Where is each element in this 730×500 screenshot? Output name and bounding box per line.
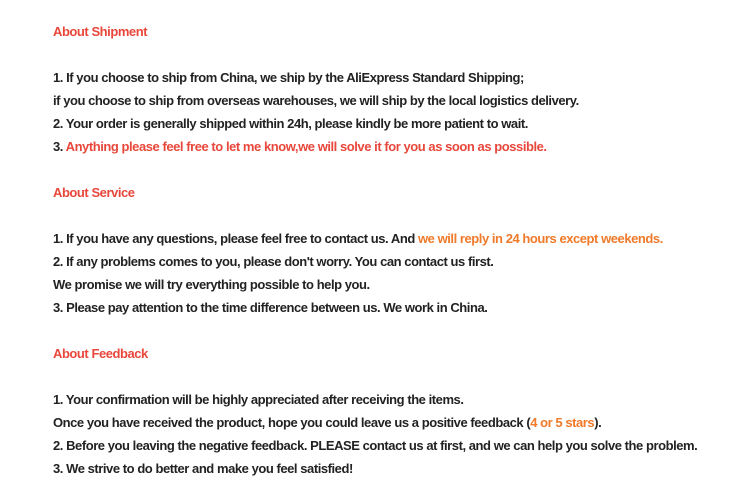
feedback-line-2-prefix: Once you have received the product, hope you could leave us a positive feedback ( [53,415,531,430]
shipment-line-4-prefix: 3. [53,139,66,154]
feedback-line-2-suffix: ). [594,415,602,430]
service-line-2: 2. If any problems comes to you, please don't worry. You can contact us first. [53,254,494,269]
feedback-line-2 [53,411,725,434]
shipment-heading: About Shipment [53,24,148,39]
shipment-line-2: if you choose to ship from overseas warehouses, we will ship by the local logistics delivery. [53,93,579,108]
service-line-1 [53,227,725,250]
feedback-section [53,342,725,480]
policy-document [53,20,725,480]
service-line-3: We promise we will try everything possible to help you. [53,277,370,292]
service-section [53,181,725,319]
feedback-line-4: 3. We strive to do better and make you feel satisfied! [53,461,353,476]
shipment-line-1: 1. If you choose to ship from China, we ship by the AliExpress Standard Shipping; [53,70,524,85]
feedback-line-1: 1. Your confirmation will be highly appreciated after receiving the items. [53,392,464,407]
service-line-1-prefix: 1. If you have any questions, please feel free to contact us. And [53,231,418,246]
shipment-line-4-highlight: Anything please feel free to let me know,we will solve it for you as soon as possible. [65,139,547,154]
shipment-section [53,20,725,158]
feedback-heading: About Feedback [53,346,148,361]
service-line-4: 3. Please pay attention to the time difference between us. We work in China. [53,300,488,315]
shipment-line-4 [53,135,725,158]
feedback-line-2-highlight: 4 or 5 stars [530,415,595,430]
service-line-1-highlight: we will reply in 24 hours except weekends. [417,231,663,246]
service-heading: About Service [53,185,135,200]
feedback-line-3: 2. Before you leaving the negative feedback. PLEASE contact us at first, and we can help you solve the problem. [53,438,698,453]
shipment-line-3: 2. Your order is generally shipped within 24h, please kindly be more patient to wait. [53,116,528,131]
